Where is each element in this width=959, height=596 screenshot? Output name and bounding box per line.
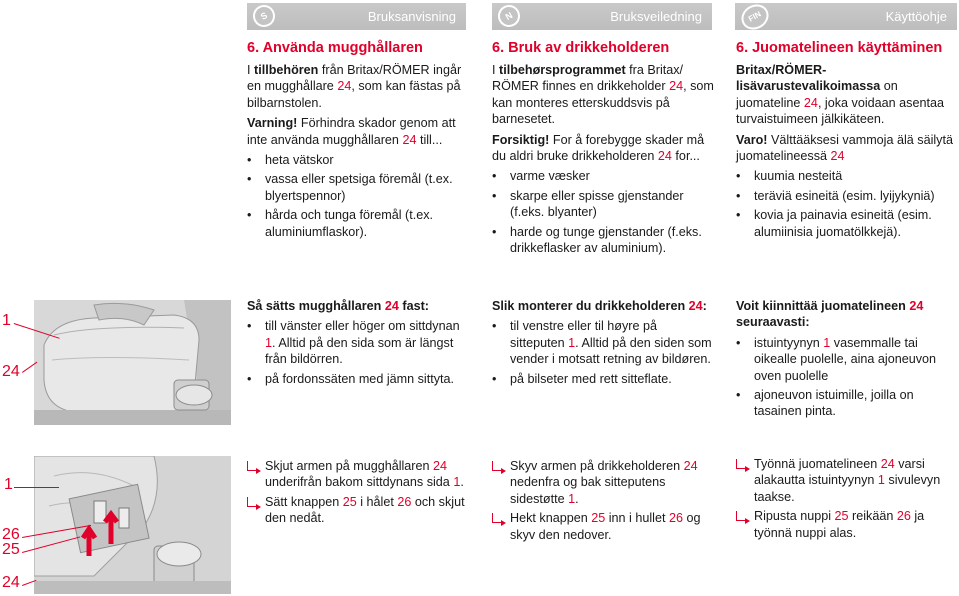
header-title-fi: Käyttöohje xyxy=(885,9,947,24)
list-item: • på bilseter med rett sitteflate. xyxy=(492,371,714,387)
list-item: • till vänster eller höger om sittdynan 1. Alltid på den sida som är längst från bildörren. xyxy=(247,318,469,367)
list-item: • på fordonssäten med jämn sittyta. xyxy=(247,371,469,387)
seat-illustration xyxy=(34,300,231,425)
language-badge-sv: S xyxy=(249,1,279,31)
step-2-no: Hekt knappen 25 inn i hullet 26 og skyv den nedover. xyxy=(492,510,714,543)
intro-sv: I tillbehören från Britax/RÖMER ingår en mugghållare 24, som kan fästas på bilbarnstolen. xyxy=(247,63,462,110)
figure2-leader-1 xyxy=(14,487,59,488)
list-item: • harde og tunge gjenstander (f.eks. drikkeflasker av aluminium). xyxy=(492,224,714,257)
figure2-label-25: 25 xyxy=(2,541,20,558)
list-item: • vassa eller spetsiga föremål (t.ex. blyertspennor) xyxy=(247,171,469,204)
fasten-list-sv xyxy=(247,318,469,387)
fasten-title-sv: Så sätts mugghållaren 24 fast: xyxy=(247,299,429,313)
figure1-label-1: 1 xyxy=(2,312,11,329)
attach-illustration xyxy=(34,456,231,594)
section-sv-steps xyxy=(247,458,469,530)
list-item: • heta vätskor xyxy=(247,152,469,168)
figure2-label-1: 1 xyxy=(4,476,13,493)
header-sv xyxy=(247,3,466,30)
section-sv-intro xyxy=(247,39,469,243)
list-item: • hårda och tunga föremål (t.ex. aluminiumflaskor). xyxy=(247,207,469,240)
section-fi-fasten xyxy=(736,298,956,423)
section-no-fasten xyxy=(492,298,714,390)
section-sv-fasten xyxy=(247,298,469,390)
fasten-title-no: Slik monterer du drikkeholderen 24: xyxy=(492,299,707,313)
figure2-label-24: 24 xyxy=(2,574,20,591)
list-item: • skarpe eller spisse gjenstander (f.eks. blyanter) xyxy=(492,188,714,221)
list-item: • teräviä esineitä (esim. lyijykyniä) xyxy=(736,188,956,204)
warning-list-no xyxy=(492,168,714,256)
heading-fi: 6. Juomatelineen käyttäminen xyxy=(736,40,943,56)
list-item: • til venstre eller til høyre på sitteputen 1. Alltid på den siden som vender i motsatt retning av bildøren. xyxy=(492,318,714,367)
heading-no: 6. Bruk av drikkeholderen xyxy=(492,40,670,56)
warning-sv: Varning! Förhindra skador genom att inte använda mugghållaren 24 till... xyxy=(247,116,456,147)
fasten-title-fi: Voit kiinnittää juomatelineen 24 seuraavasti: xyxy=(736,299,924,330)
figure1-label-24: 24 xyxy=(2,363,20,380)
list-item: • kovia ja painavia esineitä (esim. alumiinisia juomatölkkejä). xyxy=(736,207,956,240)
section-no-steps xyxy=(492,458,714,546)
list-item: • kuumia nesteitä xyxy=(736,168,956,184)
intro-no: I tilbehørsprogrammet fra Britax/ RÖMER finnes en drikkeholder 24, som kan monteres etterskuddsvis på barnesetet. xyxy=(492,63,714,127)
language-badge-no: N xyxy=(494,1,524,31)
language-badge-fi: FIN xyxy=(737,0,773,34)
figure2-label-26: 26 xyxy=(2,526,20,543)
section-fi-intro xyxy=(736,39,956,243)
header-no xyxy=(492,3,712,30)
figure-cup-holder-seat xyxy=(34,300,231,425)
intro-fi: Britax/RÖMER-lisävarustevalikoimassa on juomateline 24, joka voidaan asentaa turvaistuimeen jälkikäteen. xyxy=(736,63,944,127)
step-2-sv: Sätt knappen 25 i hålet 26 och skjut den nedåt. xyxy=(247,494,469,527)
step-1-fi: Työnnä juomatelineen 24 varsi alakautta istuintyynyn 1 sivulevyn taakse. xyxy=(736,456,956,505)
header-title-no: Bruksveiledning xyxy=(610,9,702,24)
step-2-fi: Ripusta nuppi 25 reikään 26 ja työnnä nuppi alas. xyxy=(736,508,956,541)
header-title-sv: Bruksanvisning xyxy=(367,9,456,24)
step-1-sv: Skjut armen på mugghållaren 24 underifrån bakom sittdynans sida 1. xyxy=(247,458,469,491)
heading-sv: 6. Använda mugghållaren xyxy=(247,40,423,56)
fasten-list-no xyxy=(492,318,714,387)
list-item: • istuintyynyn 1 vasemmalle tai oikealle puolelle, aina ajoneuvon oven puolelle xyxy=(736,335,956,384)
warning-no: Forsiktig! For å forebygge skader må du aldri bruke drikkeholderen 24 for... xyxy=(492,132,705,164)
warning-fi: Varo! Välttääksesi vammoja älä säilytä juomatelineessä 24 xyxy=(736,132,953,164)
warning-list-sv xyxy=(247,152,469,240)
step-1-no: Skyv armen på drikkeholderen 24 nedenfra og bak sitteputens sidestøtte 1. xyxy=(492,458,714,507)
figure-cup-holder-attach xyxy=(34,456,231,594)
section-fi-steps xyxy=(736,456,956,544)
header-fi xyxy=(735,3,957,30)
list-item: • ajoneuvon istuimille, joilla on tasainen pinta. xyxy=(736,387,956,420)
fasten-list-fi xyxy=(736,335,956,420)
list-item: • varme væsker xyxy=(492,168,714,184)
warning-list-fi xyxy=(736,168,956,240)
section-no-intro xyxy=(492,39,714,259)
